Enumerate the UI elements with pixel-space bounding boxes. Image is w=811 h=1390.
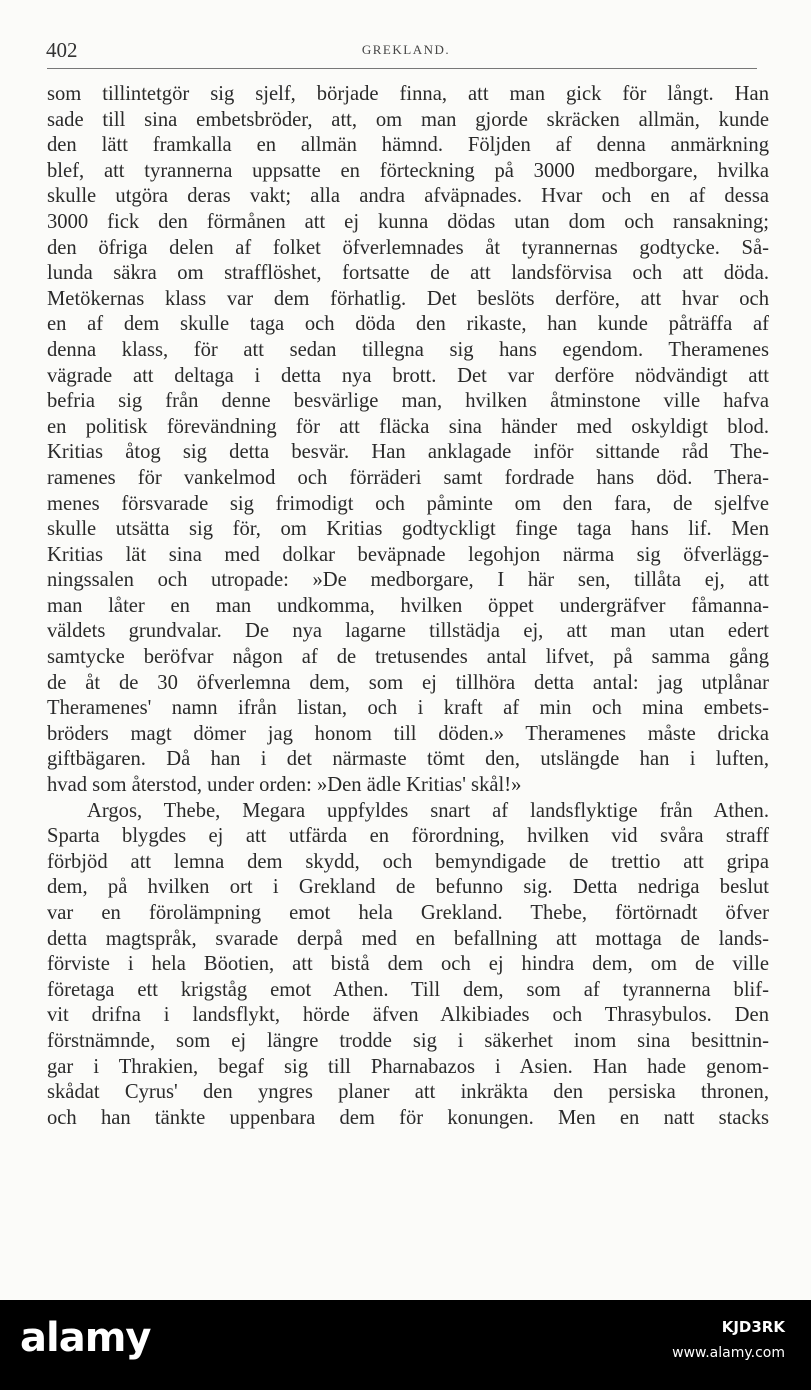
text-line: en politisk förevändning för att fläcka sina händer med oskyldigt blod. xyxy=(47,415,769,438)
page-number: 402 xyxy=(46,38,78,62)
running-head: GREKLAND. xyxy=(361,42,451,57)
text-line: skulle utgöra deras vakt; alla andra afväpnades. Hvar och en af dessa xyxy=(47,185,769,208)
watermark-image-id: KJD3RK xyxy=(721,1318,785,1336)
text-line: ningssalen och utropade: »De medborgare, I här sen, tillåta ej, att xyxy=(47,569,769,592)
text-line: man låter en man undkomma, hvilken öppet undergräfver fåmanna- xyxy=(47,594,769,617)
text-line: gar i Thrakien, begaf sig till Pharnabazos i Asien. Han hade genom- xyxy=(47,1055,769,1078)
text-line: Kritias lät sina med dolkar beväpnade legohjon närma sig öfverlägg- xyxy=(47,543,769,566)
text-line: vit drifna i landsflykt, hörde äfven Alkibiades och Thrasybulos. Den xyxy=(47,1004,769,1027)
text-line: giftbägaren. Då han i det närmaste tömt den, utslängde han i luften, xyxy=(47,748,769,771)
text-line: förstnämnde, som ej längre trodde sig i säkerhet inom sina besittnin- xyxy=(47,1029,769,1052)
text-line: ramenes för vankelmod och förräderi samt fordrade hans död. Thera- xyxy=(47,466,769,489)
text-line: skulle utsätta sig för, om Kritias godtyckligt finge taga hans lif. Men xyxy=(47,518,769,541)
body-text xyxy=(47,82,769,1131)
text-line: dem, på hvilken ort i Grekland de befunno sig. Detta nedriga beslut xyxy=(47,876,769,899)
text-line: förbjöd att lemna dem skydd, och bemyndigade de trettio att gripa xyxy=(47,850,769,873)
text-line: väldets grundvalar. De nya lagarne tillstädja ej, att man utan edert xyxy=(47,620,769,643)
text-line: samtycke beröfvar någon af de tretusendes antal lifvet, på samma gång xyxy=(47,646,769,669)
text-line: och han tänkte uppenbara dem för konungen. Men en natt stacks xyxy=(47,1106,769,1129)
text-line: som tillintetgör sig sjelf, började finna, att man gick för långt. Han xyxy=(47,83,769,105)
text-line: den öfriga delen af folket öfverlemnades åt tyrannernas godtycke. Så- xyxy=(47,236,769,259)
text-line: 3000 fick den förmånen att ej kunna dödas utan dom och ransakning; xyxy=(47,210,769,233)
paragraph-start-line: Argos, Thebe, Megara uppfyldes snart af landsflyktige från Athen. xyxy=(87,799,769,822)
page-header xyxy=(46,38,766,72)
watermark-logo: alamy xyxy=(20,1315,151,1361)
text-line: en af dem skulle taga och döda den rikaste, han kunde påträffa af xyxy=(47,313,769,336)
text-line: var en förolämpning emot hela Grekland. Thebe, förtörnadt öfver xyxy=(47,902,769,924)
text-line: menes försvarade sig frimodigt och påminte om den fara, de sjelfve xyxy=(47,492,769,515)
text-line: denna klass, för att sedan tillegna sig hans egendom. Theramenes xyxy=(47,338,769,361)
text-line: de åt de 30 öfverlemna dem, som ej tillhöra detta antal: jag utplånar xyxy=(47,671,769,694)
text-line: Sparta blygdes ej att utfärda en förordning, hvilken vid svåra straff xyxy=(47,825,769,848)
text-line: vägrade att deltaga i detta nya brott. Det var derföre nödvändigt att xyxy=(47,364,769,387)
text-line: detta magtspråk, svarade derpå med en befallning att mottaga de lands- xyxy=(47,927,769,950)
text-line: skådat Cyrus' den yngres planer att inkräkta den persiska thronen, xyxy=(47,1081,769,1104)
text-line: den lätt framkalla en allmän hämnd. Följden af denna anmärkning xyxy=(47,134,769,157)
text-line: Theramenes' namn ifrån listan, och i kraft af min och mina embets- xyxy=(47,697,769,720)
text-line: blef, att tyrannerna uppsatte en förteckning på 3000 medborgare, hvilka xyxy=(47,159,769,182)
text-line: Kritias åtog sig detta besvär. Han anklagade inför sittande råd The- xyxy=(47,441,769,464)
header-rule xyxy=(47,68,757,69)
text-line: befria sig från denne besvärlige man, hvilken åtminstone ville hafva xyxy=(47,390,769,413)
text-line: lunda säkra om strafflöshet, fortsatte de att landsförvisa och att döda. xyxy=(47,262,769,285)
text-line: företaga ett krigståg emot Athen. Till dem, som af tyrannerna blif- xyxy=(47,978,769,1001)
watermark-url: www.alamy.com xyxy=(672,1345,785,1361)
text-line: Metökernas klass var dem förhatlig. Det beslöts derföre, att hvar och xyxy=(47,287,769,310)
text-line: förviste i hela Böotien, att bistå dem och ej hindra dem, om de ville xyxy=(47,953,769,976)
paragraph-end-line: hvad som återstod, under orden: »Den ädle Kritias' skål!» xyxy=(47,774,522,797)
text-line: bröders magt dömer jag honom till döden.» Theramenes måste dricka xyxy=(47,722,769,745)
text-line: sade till sina embetsbröder, att, om man gjorde skräcken allmän, kunde xyxy=(47,108,769,131)
